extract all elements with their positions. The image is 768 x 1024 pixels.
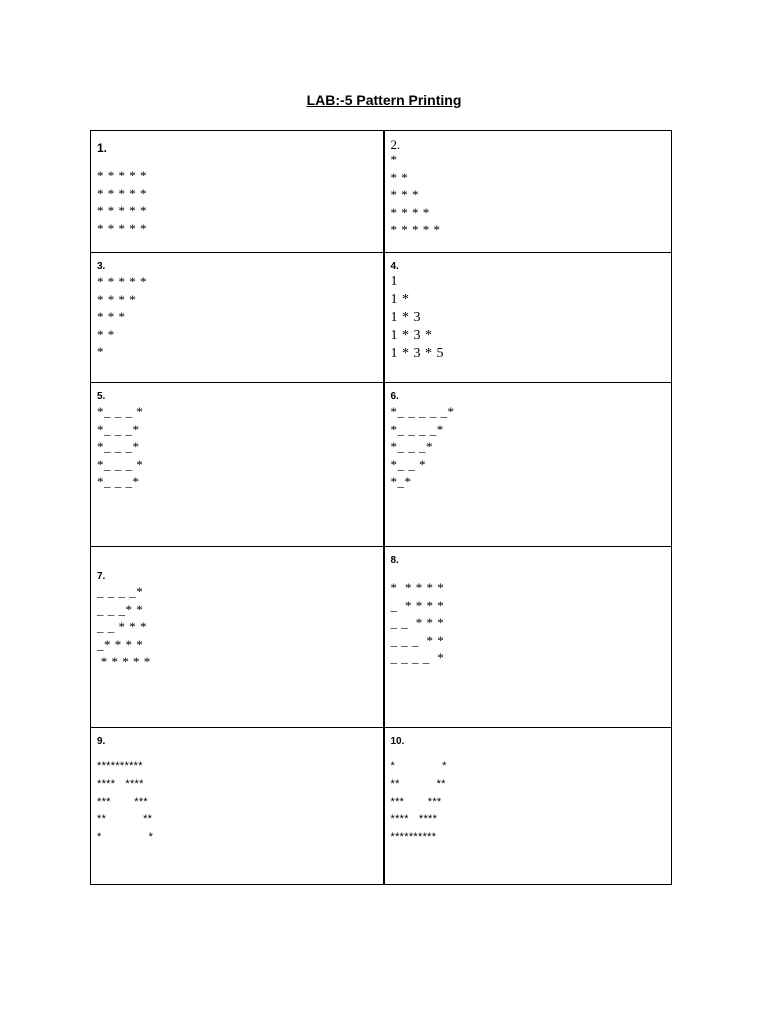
pattern-cell-10	[384, 728, 672, 885]
pattern-lines: * * * * * * * * * * * * * * *	[390, 152, 441, 237]
pattern-number: 5.	[97, 391, 106, 402]
pattern-cell-6	[384, 383, 672, 547]
page-title: LAB:-5 Pattern Printing	[306, 92, 462, 108]
pattern-cell-3	[91, 253, 384, 383]
pattern-number: 3.	[97, 261, 106, 272]
pattern-lines: ********** **** **** *** *** ** ** * *	[97, 760, 154, 844]
pattern-cell-2	[384, 131, 672, 253]
pattern-lines: *_ _ _ * *_ _ _* *_ _ _* *_ _ _ * *_ _ _*	[97, 404, 144, 489]
pattern-cell-7	[91, 547, 384, 728]
pattern-lines: _ _ _ _* _ _ _* * _ _ * * * _* * * * * * * * *	[97, 584, 151, 669]
pattern-number: 8.	[390, 555, 399, 566]
pattern-cell-5	[91, 383, 384, 547]
pattern-lines: * * * * * * * * * * * * * * *	[97, 274, 147, 359]
pattern-lines: * * * * * * * * * * * * * * * * * * * *	[97, 168, 147, 236]
pattern-number: 7.	[97, 571, 106, 582]
pattern-number: 1.	[97, 141, 108, 155]
pattern-lines: * * * * * _ * * * * _ _ * * * _ _ _ * * _ _ _ _ *	[390, 580, 445, 665]
pattern-number: 2.	[390, 137, 401, 152]
pattern-lines: * * ** ** *** *** **** **** **********	[390, 760, 447, 844]
pattern-lines: *_ _ _ _ _* *_ _ _ _* *_ _ _* *_ _ * *_*	[390, 404, 455, 489]
pattern-cell-1	[91, 131, 384, 253]
pattern-number: 6.	[390, 391, 399, 402]
pattern-cell-9	[91, 728, 384, 885]
pattern-number: 9.	[97, 736, 106, 747]
pattern-grid	[90, 130, 672, 885]
pattern-cell-8	[384, 547, 672, 728]
pattern-cell-4	[384, 253, 672, 383]
pattern-number: 10.	[390, 736, 405, 747]
pattern-number: 4.	[390, 261, 399, 272]
pattern-lines: 1 1 * 1 * 3 1 * 3 * 1 * 3 * 5	[390, 274, 444, 361]
